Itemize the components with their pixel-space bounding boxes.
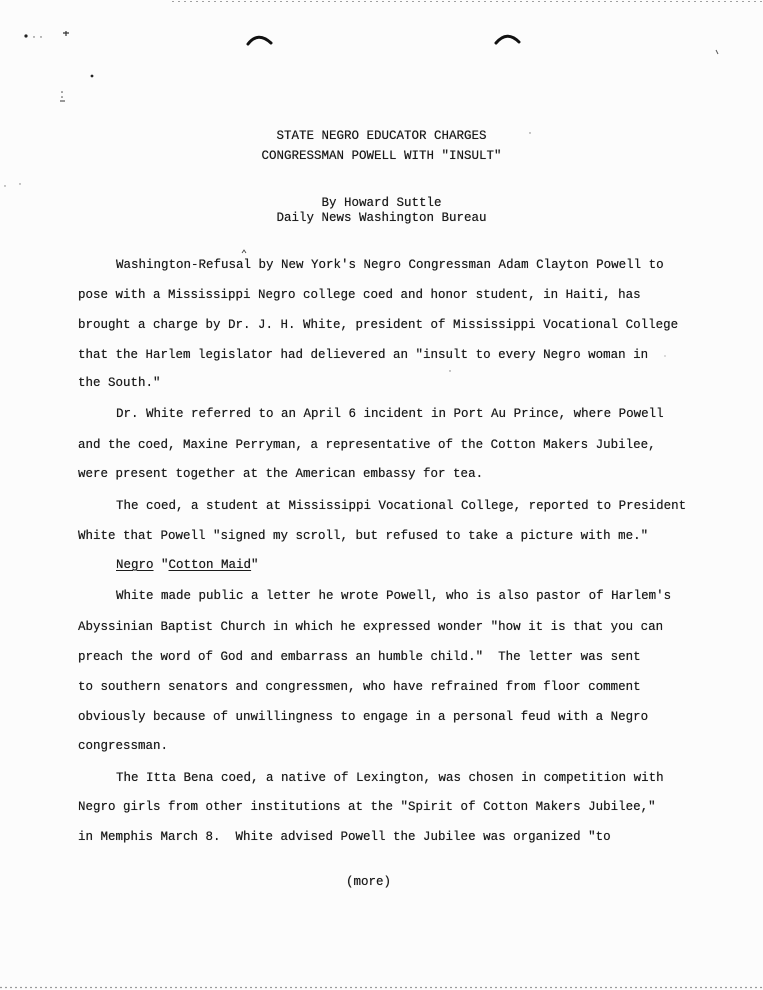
- body-line: pose with a Mississippi Negro college coed and honor student, in Haiti, has: [78, 288, 641, 302]
- speck: [24, 34, 27, 37]
- body-line: to southern senators and congressmen, who have refrained from floor comment: [78, 680, 641, 694]
- speck: [4, 185, 5, 186]
- body-line: The Itta Bena coed, a native of Lexington, was chosen in competition with: [116, 771, 664, 785]
- speck: [664, 355, 665, 356]
- body-line: congressman.: [78, 739, 169, 753]
- speck: [40, 36, 41, 37]
- body-line: Dr. White referred to an April 6 incident in Port Au Prince, where Powell: [116, 407, 664, 421]
- body-line: White made public a letter he wrote Powell, who is also pastor of Harlem's: [116, 589, 672, 603]
- body-line: were present together at the American embassy for tea.: [78, 467, 484, 481]
- byline-author: By Howard Suttle: [321, 196, 442, 210]
- speck: [449, 370, 450, 371]
- body-line: the South.": [78, 376, 161, 390]
- headline-line: STATE NEGRO EDUCATOR CHARGES: [276, 129, 487, 143]
- body-line: brought a charge by Dr. J. H. White, president of Mississippi Vocational College: [78, 318, 679, 332]
- body-line: The coed, a student at Mississippi Vocational College, reported to President: [116, 499, 687, 513]
- body-line: White that Powell "signed my scroll, but refused to take a picture with me.": [78, 529, 649, 543]
- speck: [33, 36, 34, 37]
- punch-mark-right: [496, 36, 519, 43]
- speck: [61, 91, 63, 93]
- subhead: [116, 558, 259, 573]
- byline-bureau: Daily News Washington Bureau: [276, 211, 487, 225]
- headline-line: CONGRESSMAN POWELL WITH "INSULT": [261, 149, 502, 163]
- body-line: Negro girls from other institutions at the "Spirit of Cotton Makers Jubilee,": [78, 800, 656, 814]
- body-line: and the coed, Maxine Perryman, a representative of the Cotton Makers Jubilee,: [78, 438, 656, 452]
- speck: [63, 31, 69, 36]
- subhead-text: Negro: [116, 558, 154, 572]
- speck: [61, 96, 63, 98]
- punch-mark-left: [248, 37, 271, 44]
- continuation-marker: (more): [346, 875, 392, 889]
- subhead-text: ": [251, 558, 259, 572]
- body-line: obviously because of unwillingness to engage in a personal feud with a Negro: [78, 710, 649, 724]
- body-line: preach the word of God and embarrass an humble child." The letter was sent: [78, 650, 641, 664]
- subhead-text: Cotton Maid: [168, 558, 252, 572]
- body-line: in Memphis March 8. White advised Powell the Jubilee was organized "to: [78, 830, 611, 844]
- body-line: that the Harlem legislator had delievered an "insult to every Negro woman in: [78, 348, 649, 362]
- subhead-text: ": [153, 558, 169, 572]
- body-line: Washington-Refusal by New York's Negro Congressman Adam Clayton Powell to: [116, 258, 664, 272]
- speck: [242, 250, 246, 253]
- speck: [716, 50, 718, 54]
- speck: [91, 75, 94, 78]
- body-line: Abyssinian Baptist Church in which he expressed wonder "how it is that you can: [78, 620, 664, 634]
- speck: [19, 183, 20, 184]
